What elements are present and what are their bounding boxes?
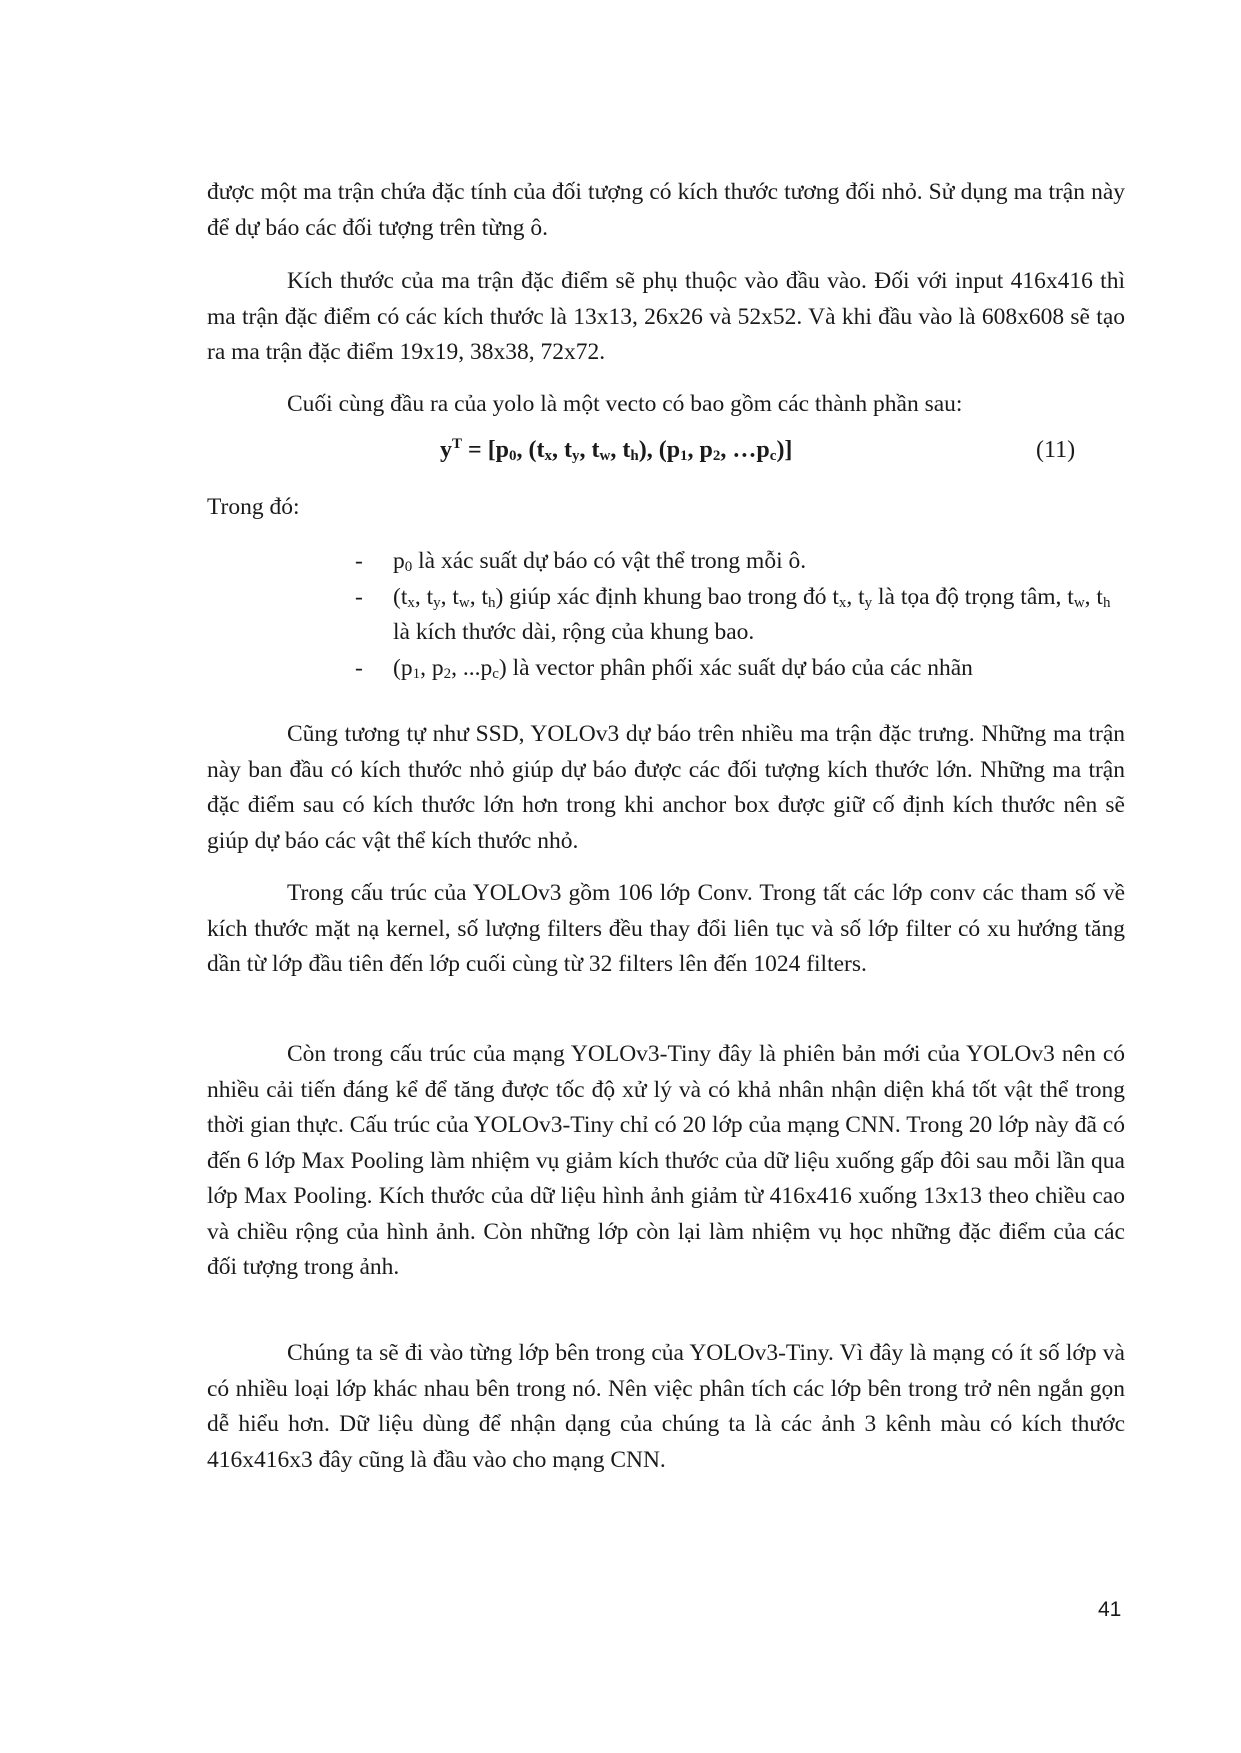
subscript: h: [1102, 594, 1111, 611]
subscript: 0: [404, 559, 413, 575]
formula-part: = [p: [462, 437, 510, 463]
text-fragment: , t: [1084, 583, 1103, 610]
text-fragment: , t: [469, 583, 489, 610]
dash-marker: -: [355, 583, 363, 610]
subscript: w: [1073, 594, 1085, 611]
text-fragment: là kích thước dài, rộng của khung bao.: [393, 619, 755, 645]
dash-marker: -: [355, 548, 363, 574]
text-fragment: là tọa độ trọng tâm, t: [872, 583, 1074, 610]
text-fragment: là xác suất dự báo có vật thể trong mỗi ô.: [412, 548, 807, 574]
list-item: [355, 580, 1125, 651]
subscript: 1: [412, 665, 421, 682]
text-fragment: , t: [414, 583, 434, 610]
where-label: Trong đó:: [207, 494, 300, 520]
subscript: w: [458, 594, 470, 611]
paragraph-yolov3-tiny: Còn trong cấu trúc của mạng YOLOv3-Tiny đây là phiên bản mới của YOLOv3 nên có nhiều cải tiến đáng kể để tăng được tốc độ xử lý và có khả nhân nhận diện khá tốt vật thể trong thời gian thực. Cấu trúc của YOLOv3-Tiny chỉ có 20 lớp của mạng CNN. Trong 20 lớp này đã có đến 6 lớp Max Pooling làm nhiệm vụ giảm kích thước của dữ liệu xuống gấp đôi sau mỗi lần qua lớp Max Pooling. Kích thước của dữ liệu hình ảnh giảm từ 416x416 xuống 13x13 theo chiều cao và chiều rộng của hình ảnh. Còn những lớp còn lại làm nhiệm vụ học những đặc điểm của các đối tượng trong ảnh.: [207, 1041, 1125, 1280]
formula-part: ), (p: [638, 437, 681, 463]
text-fragment: , ...p: [451, 654, 493, 681]
text-fragment: ) là vector phân phối xác suất dự báo của các nhãn: [498, 654, 973, 681]
formula-part: , t: [552, 437, 573, 463]
formula-sub: 1: [680, 448, 688, 464]
formula-sub: 0: [509, 448, 517, 464]
definition-list: [355, 544, 1125, 686]
list-item: [355, 651, 1125, 687]
list-item: [355, 544, 1125, 580]
formula-transpose: T: [452, 436, 463, 452]
formula-sub: h: [630, 448, 639, 464]
paragraph-yolov3-layers: Trong cấu trúc của YOLOv3 gồm 106 lớp Conv. Trong tất các lớp conv các tham số về kích thước mặt nạ kernel, số lượng filters đều thay đổi liên tục và số lớp filter có xu hướng tăng dần từ lớp đầu tiên đến lớp cuối cùng từ 32 filters lên đến 1024 filters.: [207, 880, 1125, 977]
formula-part: , (t: [516, 437, 545, 463]
subscript: 2: [443, 665, 452, 682]
text-fragment: , t: [440, 583, 459, 610]
formula-y: y: [440, 437, 452, 463]
text-fragment: ) giúp xác định khung bao trong đó t: [495, 583, 839, 610]
formula-sub: w: [599, 448, 611, 464]
formula-part: , p: [687, 437, 713, 463]
subscript: x: [407, 594, 415, 611]
formula-sub: x: [544, 448, 553, 464]
paragraph-continuation: được một ma trận chứa đặc tính của đối tượng có kích thước tương đối nhỏ. Sử dụng ma trận này để dự báo các đối tượng trên từng ô.: [207, 179, 1125, 241]
text-fragment: , t: [846, 583, 865, 610]
subscript: c: [492, 665, 499, 682]
subscript: h: [488, 594, 496, 611]
formula-part: , t: [610, 437, 631, 463]
formula-sub: c: [769, 448, 777, 464]
formula-sub: y: [572, 448, 580, 464]
formula-sub: 2: [712, 448, 721, 464]
dash-marker: -: [355, 654, 363, 681]
text-fragment: , p: [420, 654, 444, 681]
paragraph-yolov3-multiscale: Cũng tương tự như SSD, YOLOv3 dự báo trên nhiều ma trận đặc trưng. Những ma trận này ban đầu có kích thước nhỏ giúp dự báo được các đối tượng kích thước lớn. Những ma trận đặc điểm sau có kích thước lớn hơn trong khi anchor box được giữ cố định kích thước nên sẽ giúp dự báo các vật thể kích thước nhỏ.: [207, 721, 1125, 854]
formula-part: , …p: [720, 437, 770, 463]
paragraph-feature-matrix-size: Kích thước của ma trận đặc điểm sẽ phụ thuộc vào đầu vào. Đối với input 416x416 thì ma trận đặc điểm có các kích thước là 13x13, 26x26 và 52x52. Và khi đầu vào là 608x608 sẽ tạo ra ma trận đặc điểm 19x19, 38x38, 72x72.: [207, 268, 1125, 365]
subscript: y: [864, 594, 873, 611]
paragraph-tiny-layers-intro: Chúng ta sẽ đi vào từng lớp bên trong của YOLOv3-Tiny. Vì đây là mạng có ít số lớp và có nhiều loại lớp khác nhau bên trong nó. Nên việc phân tích các lớp bên trong trở nên ngắn gọn dễ hiểu hơn. Dữ liệu dùng để nhận dạng của chúng ta là các ảnh 3 kênh màu có kích thước 416x416x3 đây cũng là đầu vào cho mạng CNN.: [207, 1340, 1125, 1473]
text-fragment: (p: [393, 654, 413, 681]
subscript: x: [838, 594, 847, 611]
output-vector-formula: [440, 437, 792, 464]
paragraph-output-intro: Cuối cùng đầu ra của yolo là một vecto có bao gồm các thành phần sau:: [287, 391, 963, 417]
text-fragment: p: [393, 548, 405, 574]
formula-part: )]: [776, 437, 793, 463]
page-number: 41: [1098, 1598, 1122, 1621]
subscript: y: [433, 594, 441, 611]
text-fragment: (t: [393, 583, 408, 610]
formula-part: , t: [579, 437, 600, 463]
equation-number: (11): [1036, 437, 1076, 463]
